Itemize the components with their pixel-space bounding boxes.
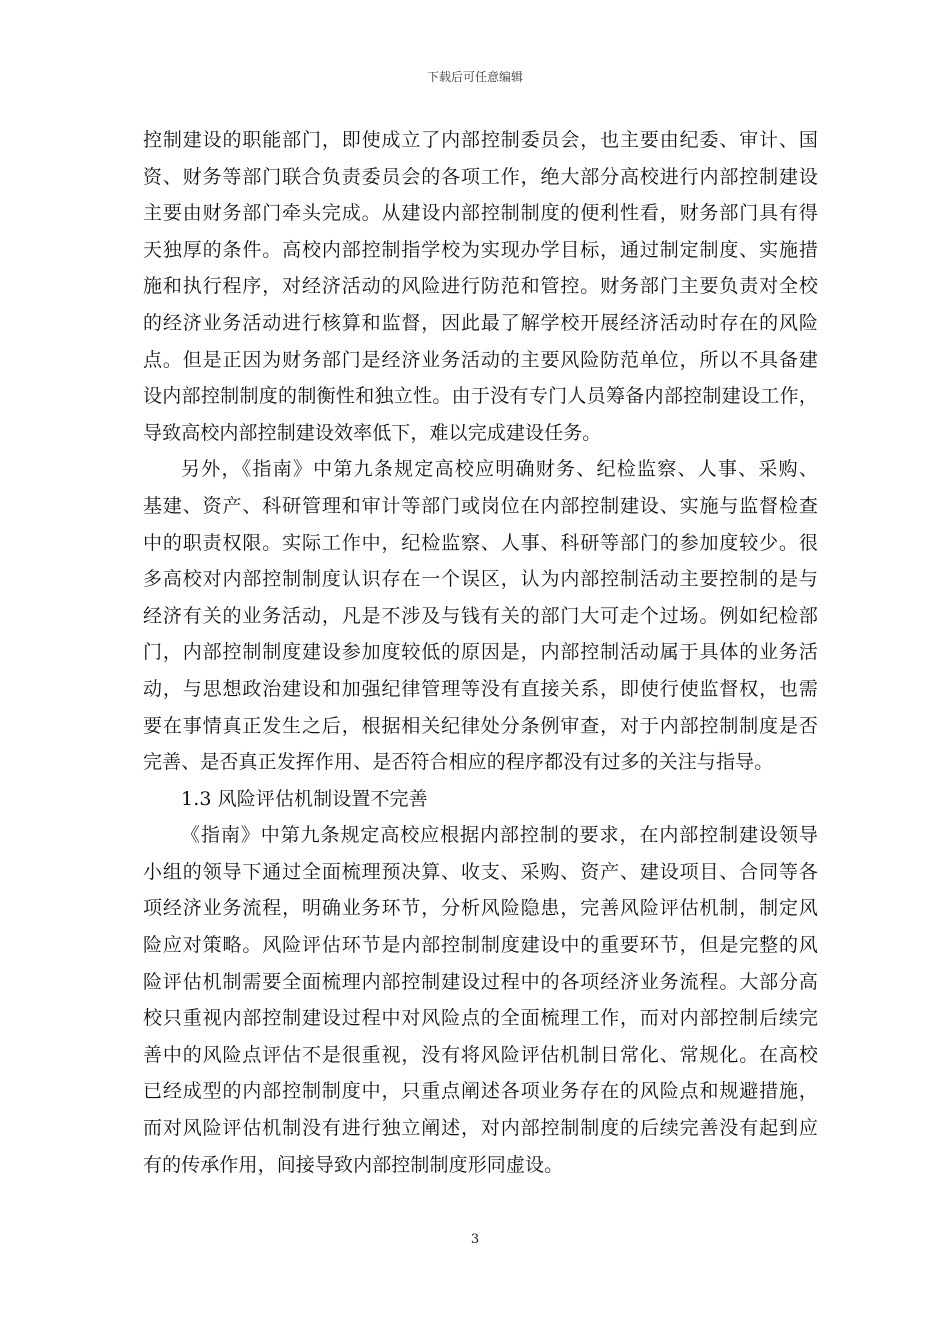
text-line: 门，内部控制制度建设参加度较低的原因是，内部控制活动属于具体的业务活	[143, 641, 818, 664]
page-header: 下载后可任意编辑	[426, 70, 523, 84]
text-line: 善中的风险点评估不是很重视，没有将风险评估机制日常化、常规化。在高校	[143, 1043, 818, 1066]
text-line: 天独厚的条件。高校内部控制指学校为实现办学目标，通过制定制度、实施措	[143, 238, 818, 261]
text-line: 中的职责权限。实际工作中，纪检监察、人事、科研等部门的参加度较少。很	[143, 531, 818, 554]
text-line: 险应对策略。风险评估环节是内部控制制度建设中的重要环节，但是完整的风	[143, 934, 818, 957]
text-line: 导致高校内部控制建设效率低下，难以完成建设任务。	[143, 421, 602, 444]
text-line: 动，与思想政治建设和加强纪律管理等没有直接关系，即使行使监督权，也需	[143, 677, 818, 700]
text-line: 多高校对内部控制制度认识存在一个误区，认为内部控制活动主要控制的是与	[143, 568, 818, 591]
text-line: 施和执行程序，对经济活动的风险进行防范和管控。财务部门主要负责对全校	[143, 275, 818, 298]
text-line: 险评估机制需要全面梳理内部控制建设过程中的各项经济业务流程。大部分高	[143, 970, 818, 993]
text-line: 主要由财务部门牵头完成。从建设内部控制制度的便利性看，财务部门具有得	[143, 202, 818, 225]
text-line: 基建、资产、科研管理和审计等部门或岗位在内部控制建设、实施与监督检查	[143, 494, 818, 517]
text-line: 设内部控制制度的制衡性和独立性。由于没有专门人员筹备内部控制建设工作，	[143, 385, 818, 408]
text-line: 的经济业务活动进行核算和监督，因此最了解学校开展经济活动时存在的风险	[143, 311, 818, 334]
text-line: 经济有关的业务活动，凡是不涉及与钱有关的部门大可走个过场。例如纪检部	[143, 604, 818, 627]
document-body	[143, 122, 818, 1183]
text-line: 而对风险评估机制没有进行独立阐述，对内部控制制度的后续完善没有起到应	[143, 1117, 818, 1140]
text-line: 项经济业务流程，明确业务环节，分析风险隐患，完善风险评估机制，制定风	[143, 897, 818, 920]
text-line: 另外，《指南》中第九条规定高校应明确财务、纪检监察、人事、采购、	[181, 458, 818, 481]
text-line: 完善、是否真正发挥作用、是否符合相应的程序都没有过多的关注与指导。	[143, 751, 774, 774]
text-line: 要在事情真正发生之后，根据相关纪律处分条例审查，对于内部控制制度是否	[143, 714, 818, 737]
text-line: 《指南》中第九条规定高校应根据内部控制的要求，在内部控制建设领导	[181, 824, 818, 847]
text-line: 校只重视内部控制建设过程中对风险点的全面梳理工作，而对内部控制后续完	[143, 1007, 818, 1030]
text-line: 有的传承作用，间接导致内部控制制度形同虚设。	[143, 1153, 564, 1176]
text-line: 已经成型的内部控制制度中，只重点阐述各项业务存在的风险点和规避措施，	[143, 1080, 818, 1103]
text-line: 资、财务等部门联合负责委员会的各项工作，绝大部分高校进行内部控制建设	[143, 165, 818, 188]
text-line: 控制建设的职能部门，即使成立了内部控制委员会，也主要由纪委、审计、国	[143, 129, 818, 151]
section-heading: 1.3 风险评估机制设置不完善	[181, 787, 428, 810]
text-line: 点。但是正因为财务部门是经济业务活动的主要风险防范单位，所以不具备建	[143, 348, 818, 371]
page-number: 3	[470, 1232, 480, 1247]
text-line: 小组的领导下通过全面梳理预决算、收支、采购、资产、建设项目、合同等各	[143, 860, 818, 883]
